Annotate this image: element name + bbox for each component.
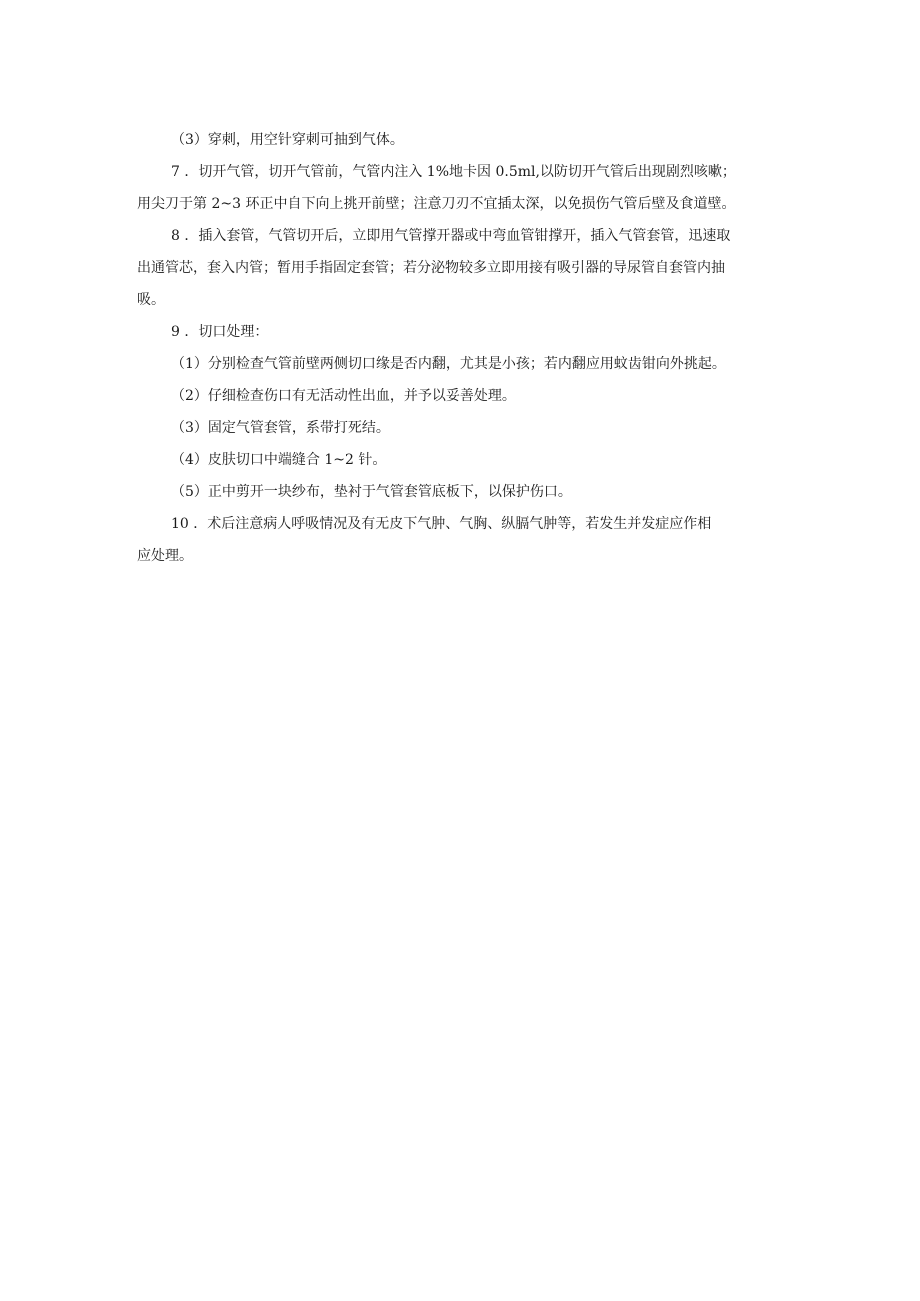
text-line: （3）固定气管套管，系带打死结。 bbox=[171, 420, 390, 436]
paragraph-puncture bbox=[137, 124, 797, 156]
text-line: 应处理。 bbox=[137, 548, 193, 564]
paragraph-step-10 bbox=[137, 508, 797, 572]
paragraph-step-9-1 bbox=[137, 348, 797, 380]
paragraph-step-9-5 bbox=[137, 476, 797, 508]
document-page bbox=[137, 124, 797, 572]
text-line: 9 ．切口处理： bbox=[171, 324, 269, 340]
text-line: （1）分别检查气管前壁两侧切口缘是否内翻，尤其是小孩；若内翻应用蚊齿钳向外挑起。 bbox=[171, 356, 726, 372]
text-line: （3）穿刺，用空针穿刺可抽到气体。 bbox=[171, 132, 404, 148]
paragraph-step-9 bbox=[137, 316, 797, 348]
paragraph-step-9-3 bbox=[137, 412, 797, 444]
paragraph-step-8 bbox=[137, 220, 797, 316]
text-line: （5）正中剪开一块纱布，垫衬于气管套管底板下，以保护伤口。 bbox=[171, 484, 572, 500]
text-line: （4）皮肤切口中端缝合 1~2 针。 bbox=[171, 452, 387, 468]
text-line: （2）仔细检查伤口有无活动性出血，并予以妥善处理。 bbox=[171, 388, 516, 404]
paragraph-step-9-2 bbox=[137, 380, 797, 412]
text-line: 吸。 bbox=[137, 292, 165, 308]
paragraph-step-9-4 bbox=[137, 444, 797, 476]
paragraph-step-7 bbox=[137, 156, 797, 220]
text-line: 8 ．插入套管，气管切开后，立即用气管撑开器或中弯血管钳撑开，插入气管套管，迅速取 bbox=[171, 228, 731, 244]
text-line: 10 ．术后注意病人呼吸情况及有无皮下气肿、气胸、纵膈气肿等，若发生并发症应作相 bbox=[171, 516, 712, 532]
text-line: 7 ．切开气管，切开气管前，气管内注入 1%地卡因 0.5ml,以防切开气管后出现剧烈咳嗽； bbox=[171, 164, 736, 180]
text-line: 用尖刀于第 2~3 环正中自下向上挑开前壁；注意刀刃不宜插太深，以免损伤气管后壁及食道壁。 bbox=[137, 196, 736, 212]
text-line: 出通管芯，套入内管；暂用手指固定套管；若分泌物较多立即用接有吸引器的导尿管自套管内抽 bbox=[137, 260, 725, 276]
